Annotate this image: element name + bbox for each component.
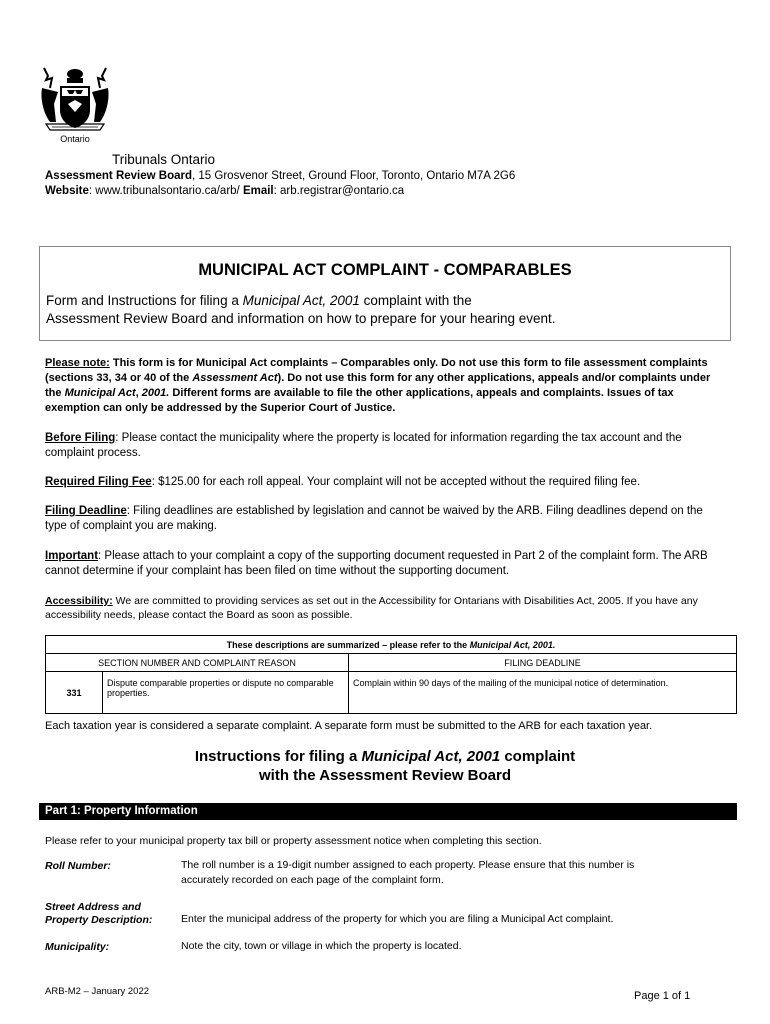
table-caption: These descriptions are summarized – please refer to the Municipal Act, 2001. <box>46 636 737 654</box>
complaint-reason-cell: Dispute comparable properties or dispute no comparable properties. <box>103 672 349 714</box>
taxation-year-note: Each taxation year is considered a separate complaint. A separate form must be submitted to the ARB for each taxation year. <box>45 720 653 732</box>
important-paragraph: Important: Please attach to your complaint a copy of the supporting document requested in Part 2 of the complaint form. The ARB cannot determine if your complaint has been filed on time without the supporting document. <box>45 550 708 577</box>
municipality-label: Municipality: <box>45 941 110 953</box>
municipality-description: Note the city, town or village in which the property is located. <box>181 940 462 952</box>
column-header-deadline: FILING DEADLINE <box>349 654 737 672</box>
street-address-description: Enter the municipal address of the property for which you are filing a Municipal Act complaint. <box>181 913 614 925</box>
column-header-section: SECTION NUMBER AND COMPLAINT REASON <box>46 654 349 672</box>
please-note-paragraph: Please note: This form is for Municipal Act complaints – Comparables only. Do not use this form to file assessment complaints (sections 33, 34 or 40 of the Assessment Act). Do not use this form for any other applications, appeals and/or complaints under the Municipal Act, 2001. Different forms are available to file the other applications, appeals and complaints. Issues of tax exemption can only be addressed by the Superior Court of Justice. <box>45 357 711 414</box>
organization-name: Tribunals Ontario <box>112 152 216 167</box>
table-row <box>46 672 737 714</box>
ontario-wordmark: Ontario <box>60 134 90 144</box>
contact-block <box>45 169 515 199</box>
roll-number-label: Roll Number: <box>45 860 111 872</box>
form-subtitle: Form and Instructions for filing a Municipal Act, 2001 complaint with the Assessment Review Board and information on how to prepare for your hearing event. <box>46 293 556 326</box>
deadline-cell: Complain within 90 days of the mailing of the municipal notice of determination. <box>349 672 737 714</box>
complaint-summary-table <box>45 635 737 714</box>
form-id-footer: ARB-M2 – January 2022 <box>45 986 150 997</box>
street-address-label: Street Address and Property Description: <box>45 901 153 926</box>
web-email-line: Website: www.tribunalsontario.ca/arb/ Email: arb.registrar@ontario.ca <box>45 185 405 197</box>
section-number-cell: 331 <box>46 672 103 714</box>
form-title: MUNICIPAL ACT COMPLAINT - COMPARABLES <box>198 261 572 279</box>
roll-number-description: The roll number is a 19-digit number assigned to each property. Please ensure that this number is accurately recorded on each page of the complaint form. <box>181 859 635 886</box>
part1-intro: Please refer to your municipal property tax bill or property assessment notice when completing this section. <box>45 835 542 847</box>
page-number: Page 1 of 1 <box>634 990 691 1002</box>
instructions-heading: Instructions for filing a Municipal Act, 2001 complaint with the Assessment Review Board <box>194 748 576 784</box>
filing-deadline-paragraph: Filing Deadline: Filing deadlines are established by legislation and cannot be waived by the ARB. Filing deadlines depend on the type of complaint you are making. <box>45 505 703 532</box>
accessibility-paragraph: Accessibility: We are committed to providing services as set out in the Accessibility for Ontarians with Disabilities Act, 2005. If you have any accessibility needs, please contact the Board as soon as possible. <box>45 595 698 621</box>
form-title-box <box>39 246 731 341</box>
before-filing-paragraph: Before Filing: Please contact the municipality where the property is located for information regarding the tax account and the complaint process. <box>45 432 682 459</box>
part1-heading-bar: Part 1: Property Information <box>39 803 737 820</box>
address-line: Assessment Review Board, 15 Grosvenor Street, Ground Floor, Toronto, Ontario M7A 2G6 <box>45 170 516 182</box>
filing-fee-paragraph: Required Filing Fee: $125.00 for each roll appeal. Your complaint will not be accepted without the required filing fee. <box>45 476 641 488</box>
